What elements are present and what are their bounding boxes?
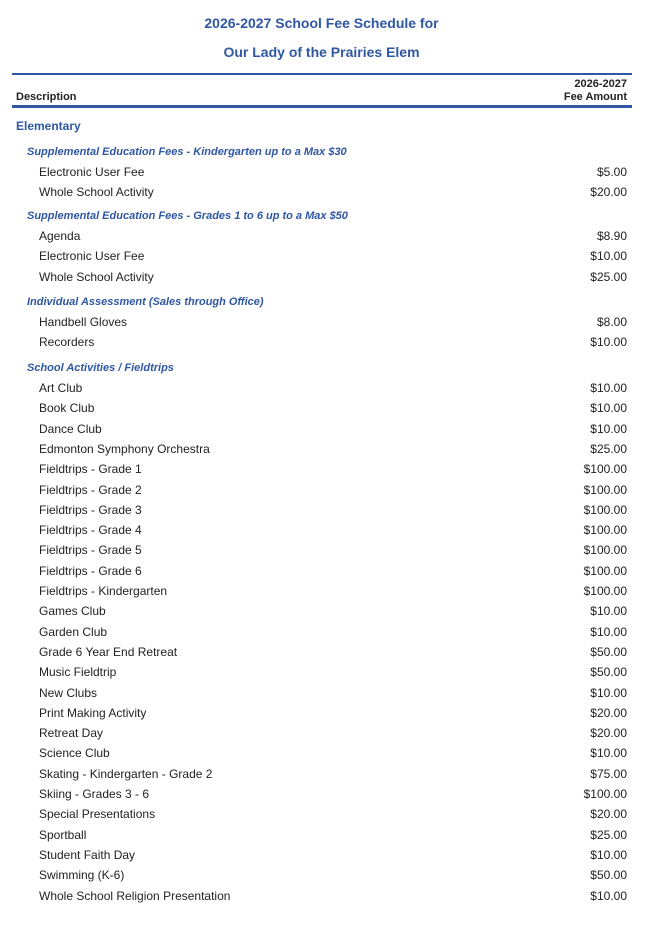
page-title: 2026-2027 School Fee Schedule for (204, 15, 439, 31)
fee-description: Fieldtrips - Grade 4 (39, 523, 142, 538)
fee-amount: $75.00 (590, 766, 627, 781)
fee-amount: $100.00 (583, 563, 627, 578)
fee-description: Retreat Day (39, 726, 104, 741)
fee-description: Music Fieldtrip (39, 665, 117, 680)
fee-description: Skating - Kindergarten - Grade 2 (39, 766, 213, 781)
column-header-amount-label: Fee Amount (563, 91, 627, 103)
fee-amount: $20.00 (590, 807, 627, 822)
fee-amount: $100.00 (583, 584, 627, 598)
fee-description: Fieldtrips - Grade 2 (39, 482, 142, 497)
fee-description: Games Club (39, 604, 106, 619)
fee-description: Whole School Activity (39, 269, 154, 284)
column-header-description: Description (16, 91, 77, 103)
fee-description: Electronic User Fee (39, 165, 145, 179)
fee-description: Agenda (39, 229, 81, 243)
fee-description: Skiing - Grades 3 - 6 (39, 787, 150, 801)
fee-amount: $10.00 (590, 401, 627, 416)
fee-amount: $10.00 (590, 624, 627, 639)
fee-description: Grade 6 Year End Retreat (39, 644, 178, 659)
fee-amount: $8.00 (596, 315, 627, 329)
fee-description: Handbell Gloves (39, 315, 128, 329)
fee-row (0, 583, 649, 599)
fee-amount: $100.00 (583, 787, 627, 801)
fee-row (0, 888, 649, 904)
fee-description: Fieldtrips - Grade 6 (39, 563, 142, 578)
fee-description: Electronic User Fee (39, 249, 145, 264)
fee-description: Fieldtrips - Grade 5 (39, 543, 142, 558)
group-heading: School Activities / Fieldtrips (27, 362, 174, 374)
fee-amount: $20.00 (590, 185, 627, 200)
fee-row (0, 664, 649, 680)
fee-row (0, 269, 649, 285)
fee-description: Special Presentations (39, 807, 156, 822)
fee-row (0, 766, 649, 782)
fee-description: Print Making Activity (39, 705, 147, 720)
fee-amount: $20.00 (590, 705, 627, 720)
group-heading: Supplemental Education Fees - Kindergarten up to a Max $30 (27, 146, 347, 158)
fee-description: Whole School Religion Presentation (39, 888, 231, 903)
column-header-amount-year: 2026-2027 (574, 78, 627, 90)
fee-amount: $25.00 (590, 441, 627, 456)
fee-amount: $100.00 (583, 502, 627, 517)
fee-amount: $50.00 (590, 665, 627, 680)
fee-row (0, 334, 649, 350)
fee-amount: $5.00 (596, 165, 627, 179)
fee-row (0, 603, 649, 619)
fee-amount: $25.00 (590, 827, 627, 842)
fee-description: Fieldtrips - Grade 1 (39, 462, 142, 477)
fee-row (0, 847, 649, 863)
fee-amount: $100.00 (583, 462, 627, 477)
fee-row (0, 685, 649, 701)
fee-row (0, 644, 649, 660)
fee-row (0, 482, 649, 498)
fee-amount: $10.00 (590, 685, 627, 700)
fee-amount: $10.00 (590, 746, 627, 761)
fee-row (0, 248, 649, 264)
fee-row (0, 441, 649, 457)
fee-row (0, 786, 649, 802)
fee-row (0, 542, 649, 558)
column-header-amount (564, 78, 627, 104)
fee-description: Book Club (39, 401, 95, 416)
fee-row (0, 563, 649, 579)
section-heading: Elementary (16, 119, 81, 133)
fee-row (0, 380, 649, 396)
group-heading: Supplemental Education Fees - Grades 1 to 6 up to a Max $50 (27, 210, 348, 222)
fee-amount: $20.00 (590, 726, 627, 741)
fee-description: Garden Club (39, 624, 108, 639)
fee-description: Recorders (39, 335, 95, 350)
fee-description: Fieldtrips - Grade 3 (39, 502, 142, 517)
fee-description: Student Faith Day (39, 847, 136, 862)
fee-row (0, 228, 649, 244)
fee-row (0, 522, 649, 538)
fee-amount: $10.00 (590, 847, 627, 862)
fee-description: New Clubs (39, 685, 98, 700)
fee-row (0, 461, 649, 477)
fee-row (0, 705, 649, 721)
fee-row (0, 502, 649, 518)
fee-description: Dance Club (39, 421, 102, 436)
fee-description: Science Club (39, 746, 110, 761)
fee-amount: $100.00 (583, 543, 627, 558)
fee-description: Fieldtrips - Kindergarten (39, 584, 168, 598)
fee-amount: $50.00 (590, 644, 627, 659)
fee-row (0, 624, 649, 640)
fee-amount: $10.00 (590, 249, 627, 264)
fee-row (0, 400, 649, 416)
fee-row (0, 827, 649, 843)
fee-amount: $25.00 (590, 269, 627, 284)
header-bottom-rule (12, 105, 632, 108)
fee-amount: $100.00 (583, 523, 627, 538)
fee-amount: $10.00 (590, 888, 627, 903)
group-heading: Individual Assessment (Sales through Office) (27, 296, 264, 308)
fee-amount: $10.00 (590, 421, 627, 436)
fee-amount: $100.00 (583, 482, 627, 497)
header-top-rule (12, 73, 632, 75)
fee-row (0, 725, 649, 741)
fee-amount: $10.00 (590, 604, 627, 619)
fee-amount: $8.90 (596, 229, 627, 243)
school-name: Our Lady of the Prairies Elem (223, 44, 420, 60)
fee-row (0, 745, 649, 761)
fee-row (0, 184, 649, 200)
fee-description: Edmonton Symphony Orchestra (39, 441, 210, 456)
fee-description: Swimming (K-6) (39, 868, 125, 883)
fee-row (0, 867, 649, 883)
fee-description: Sportball (39, 827, 87, 842)
fee-amount: $10.00 (590, 335, 627, 350)
fee-amount: $10.00 (590, 381, 627, 395)
fee-amount: $50.00 (590, 868, 627, 883)
fee-description: Whole School Activity (39, 185, 154, 200)
fee-row (0, 806, 649, 822)
fee-row (0, 421, 649, 437)
fee-row (0, 314, 649, 330)
fee-row (0, 164, 649, 180)
fee-description: Art Club (39, 381, 83, 395)
